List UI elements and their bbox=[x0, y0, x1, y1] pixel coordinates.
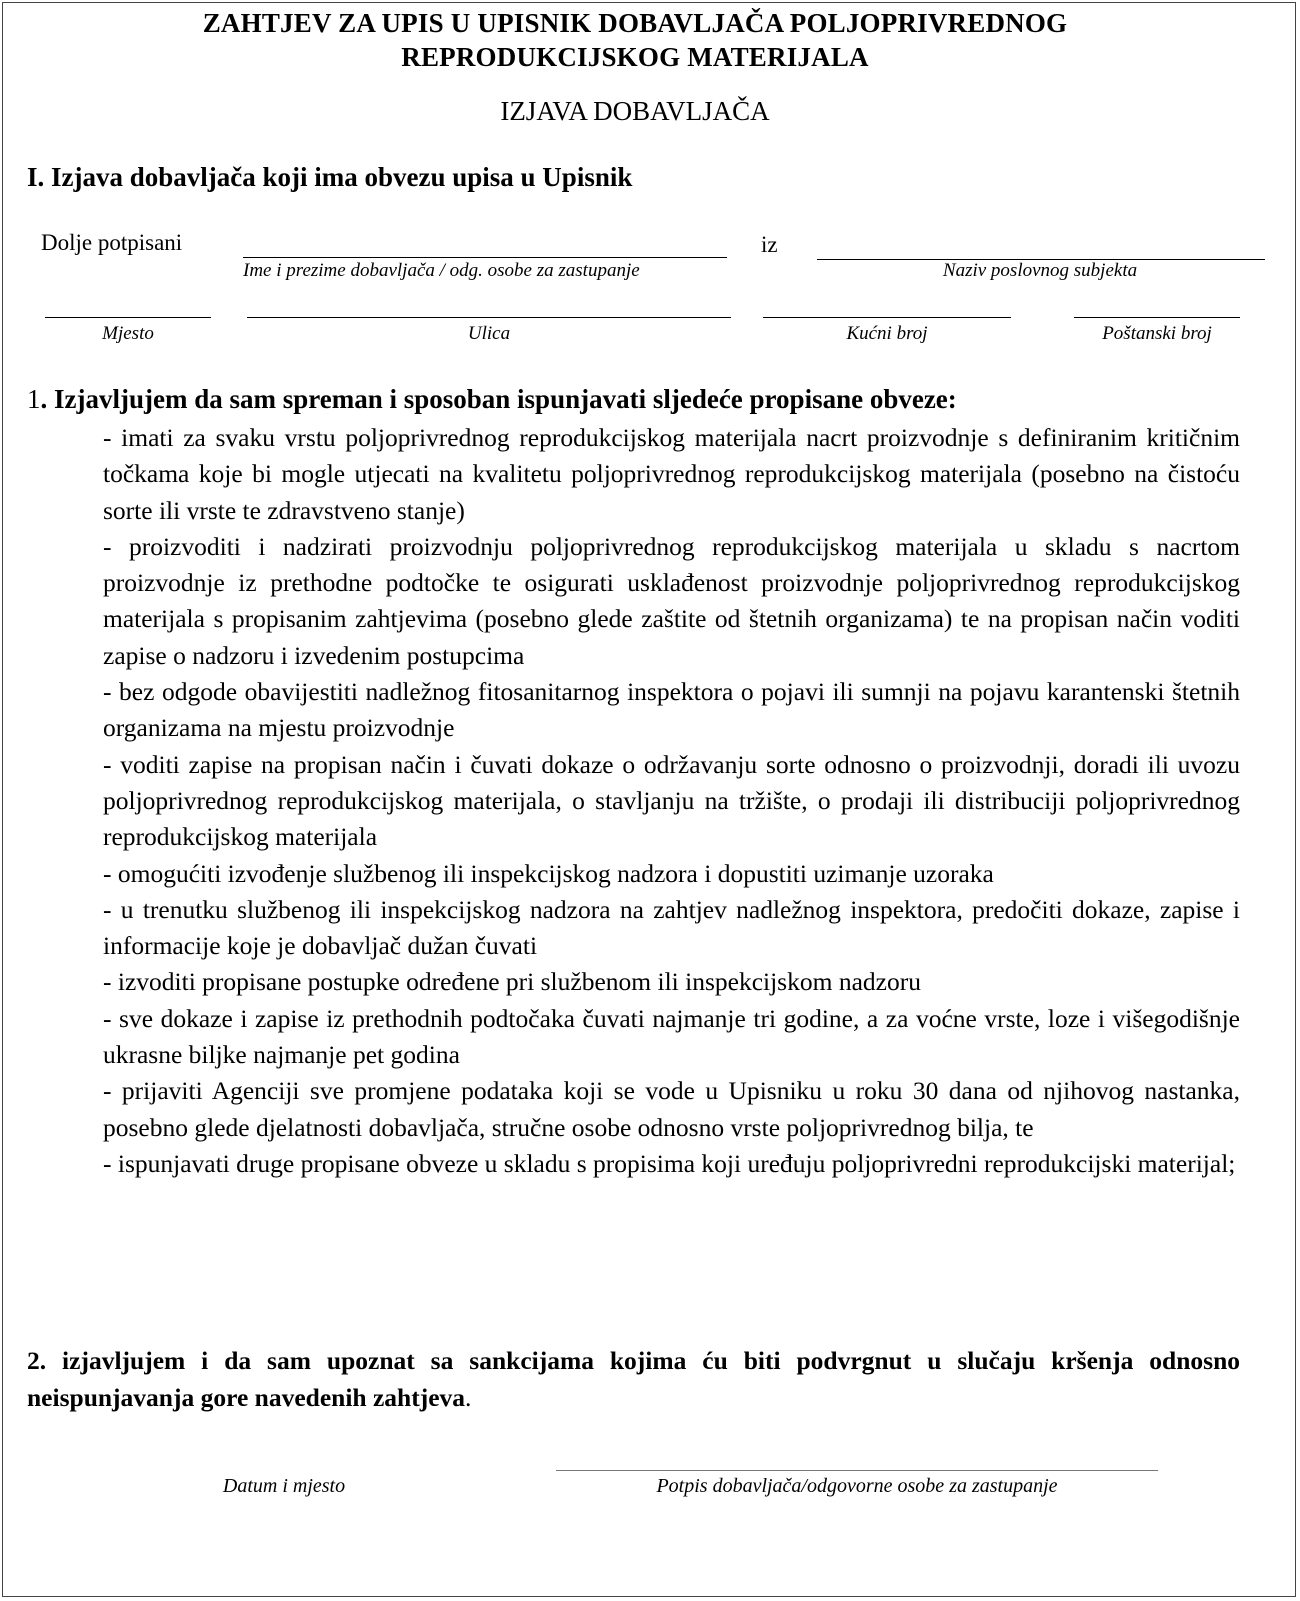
obligation-item: - omogućiti izvođenje službenog ili inspekcijskog nadzora i dopustiti uzimanje uzoraka bbox=[103, 858, 994, 888]
signed-label: Dolje potpisani bbox=[41, 230, 183, 255]
document-title-line1: ZAHTJEV ZA UPIS U UPISNIK DOBAVLJAČA POLJOPRIVREDNOG bbox=[202, 8, 1068, 38]
street-caption: Ulica bbox=[467, 323, 511, 344]
section-heading: I. Izjava dobavljača koji ima obvezu upisa u Upisnik bbox=[27, 162, 633, 192]
postal-code-caption: Poštanski broj bbox=[1102, 323, 1212, 344]
date-place-caption: Datum i mjesto bbox=[222, 1475, 346, 1497]
obligation-item: - imati za svaku vrstu poljoprivrednog reprodukcijskog materijala nacrt proizvodnje s definiranim kritičnim točkama koje bi mogle utjecati na kvalitetu poljoprivrednog reprodukcijskog materijala (posebno na čistoću sorte ili vrste te zdravstveno stanje) bbox=[103, 423, 1240, 525]
obligation-item: - voditi zapise na propisan način i čuvati dokaze o održavanju sorte odnosno o proizvodnji, doradi ili uvozu poljoprivrednog reprodukcijskog materijala, o stavljanju na tržište, o prodaji ili distribuciji poljoprivrednog reprodukcijskog materijala bbox=[103, 749, 1240, 852]
obligation-item: - bez odgode obavijestiti nadležnog fitosanitarnog inspektora o pojavi ili sumnji na pojavu karantenski štetnih organizama na mjestu proizvodnje bbox=[103, 677, 1240, 743]
from-label: iz bbox=[761, 232, 778, 257]
document-title-line2: REPRODUKCIJSKOG MATERIJALA bbox=[401, 42, 869, 72]
signature-caption: Potpis dobavljača/odgovorne osobe za zastupanje bbox=[656, 1475, 1058, 1497]
statement-2 bbox=[27, 1342, 1240, 1416]
statement-2-text: 2. izjavljujem i da sam upoznat sa sankcijama kojima ću biti podvrgnut u slučaju kršenja odnosno neispunjavanja gore navedenih zahtjeva bbox=[27, 1346, 1240, 1412]
name-field[interactable] bbox=[243, 257, 727, 258]
statement-1-heading bbox=[27, 384, 957, 415]
obligation-item: - izvoditi propisane postupke određene pri službenom ili inspekcijskom nadzoru bbox=[103, 967, 921, 997]
place-field[interactable] bbox=[45, 317, 211, 318]
statement-1-number: 1 bbox=[27, 384, 41, 414]
obligations-list bbox=[103, 420, 1240, 1182]
house-number-caption: Kućni broj bbox=[846, 323, 928, 344]
obligation-item: - ispunjavati druge propisane obveze u skladu s propisima koji uređuju poljoprivredni reprodukcijski materijal; bbox=[103, 1148, 1236, 1178]
obligation-item: - proizvoditi i nadzirati proizvodnju poljoprivrednog reprodukcijskog materijala u skladu s nacrtom proizvodnje iz prethodne podtočke te osigurati usklađenost proizvodnje poljoprivrednog reprodukcijskog materijala s propisanim zahtjevima (posebno glede zaštite od štetnih organizama) te na propisan način voditi zapise o nadzoru i izvedenim postupcima bbox=[103, 531, 1240, 670]
statement-2-end: . bbox=[465, 1383, 472, 1412]
house-number-field[interactable] bbox=[763, 317, 1011, 318]
signature-field[interactable] bbox=[556, 1470, 1158, 1471]
statement-1-heading-text: . Izjavljujem da sam spreman i sposoban ispunjavati sljedeće propisane obveze: bbox=[40, 384, 957, 414]
obligation-item: - prijaviti Agenciji sve promjene podataka koji se vode u Upisniku u roku 30 dana od njihovog nastanka, posebno glede djelatnosti dobavljača, stručne osobe odnosno vrste poljoprivrednog bilja, te bbox=[103, 1076, 1240, 1142]
document-subtitle: IZJAVA DOBAVLJAČA bbox=[500, 96, 770, 126]
name-caption: Ime i prezime dobavljača / odg. osobe za zastupanje bbox=[243, 260, 640, 281]
street-field[interactable] bbox=[247, 317, 731, 318]
obligation-item: - u trenutku službenog ili inspekcijskog nadzora na zahtjev nadležnog inspektora, predočiti dokaze, zapise i informacije koje je dobavljač dužan čuvati bbox=[103, 894, 1240, 961]
obligation-item: - sve dokaze i zapise iz prethodnih podtočaka čuvati najmanje tri godine, a za voćne vrste, loze i višegodišnje ukrasne biljke najmanje pet godina bbox=[103, 1003, 1240, 1070]
business-caption: Naziv poslovnog subjekta bbox=[942, 260, 1138, 281]
postal-code-field[interactable] bbox=[1074, 317, 1240, 318]
place-caption: Mjesto bbox=[102, 323, 154, 344]
